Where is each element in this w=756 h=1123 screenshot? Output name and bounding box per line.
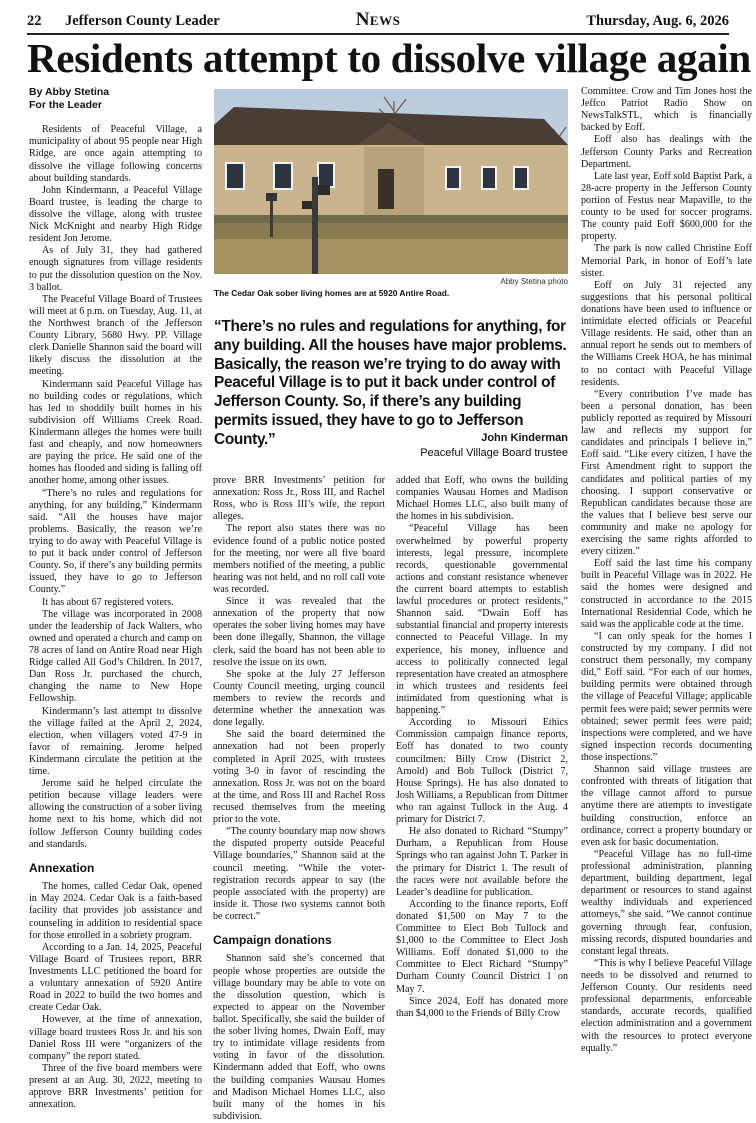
paragraph: Committee. Crow and Tim Jones host the Jeffco Patriot Radio Show on NewsTalkSTL, which is financially backed by Eoff.: [581, 86, 752, 134]
page-header: [27, 8, 729, 30]
article-photo: [214, 89, 568, 274]
paragraph: added that Eoff, who owns the building companies Wausau Homes and Madison Michael Homes LLC, also built many of the homes in his subdivision.: [396, 475, 568, 523]
paragraph: Eoff said the last time his company built in Peaceful Village was in 2022. He said the homes were designed and constructed in accordance to the 2015 International Residential Code, which he said was the applicable code at the time.: [581, 558, 752, 630]
paragraph: The village was incorporated in 2008 under the leadership of Jack Walters, who owned and operated a church and camp on 78 acres of land on Antire Road near High Ridge called All God’s Children. In 2017, Dan Ross Jr. purchased the church, changing the name to New Hope Fellowship.: [29, 608, 202, 705]
paragraph: Jerome said he helped circulate the petition because village leaders were allowing the construction of a sober living home next to his home, which did not follow Jefferson County building codes and standards.: [29, 778, 202, 850]
paragraph: “Peaceful Village has no full-time professional administration, planning department, building department, legal department or resources to stand against wealthy individuals and experienced attorneys,” she said. “We cannot continue governing through fear, confusion, missing records, disputed boundaries and constant legal threats.: [581, 848, 752, 957]
paragraph: “The county boundary map now shows the disputed property outside Peaceful Village boundaries,” Shannon said at the council meeting. “While the voter-registration records appear to say (the people associated with the property) are inside it. Those two systems cannot both be correct.”: [213, 826, 385, 922]
paragraph: Late last year, Eoff sold Baptist Park, a 28-acre property in the Jefferson County portion of Festus near Mapaville, to the county to be used for soccer programs. The county paid Eoff $600,000 for the property.: [581, 170, 752, 243]
byline: [29, 86, 202, 112]
page-number: 22: [27, 13, 42, 29]
publication-name: Jefferson County Leader: [65, 13, 220, 29]
article-column-2: [213, 475, 385, 1122]
byline-author: By Abby Stetina: [29, 86, 110, 98]
subhead-annexation: Annexation: [29, 860, 95, 875]
pull-quote: “There’s no rules and regulations for anything, for any building. All the houses have major problems. Basically, the reason we’re trying to do away with Peaceful Village is to put it back under control of Jefferson County. So, if there’s any building permits issued, they have to go to Jefferson County.”: [214, 318, 567, 448]
paragraph: She spoke at the July 27 Jefferson County Council meeting, urging council members to review the records and determine whether the annexation was done legally.: [213, 668, 385, 729]
paragraph: According to the finance reports, Eoff donated $1,500 on May 7 to the Committee to Elect Bob Tullock and $1,000 to the Committee to Elect Josh Williams. Eoff donated $1,000 to the Committee to Elect Richard “Stumpy” Durham County Council District 1 on May 7.: [396, 898, 568, 995]
pull-quote-title: Peaceful Village Board trustee: [420, 447, 568, 459]
byline-affiliation: For the Leader: [29, 99, 102, 112]
article-column-1: [29, 86, 202, 1111]
paragraph: Residents of Peaceful Village, a municipality of about 95 people near High Ridge, are once again attempting to dissolve the village following concerns about building standards.: [29, 124, 202, 184]
paragraph: prove BRR Investments’ petition for annexation: Ross Jr., Ross III, and Rachel Ross, who is Ross III’s wife, the report alleges.: [213, 475, 385, 523]
paragraph: Shannon said she’s concerned that people whose properties are outside the village boundary may be able to vote on the dissolution question, which is expected to appear on the November ballot. Specifically, she said the builder of the sober living homes, Dwain Eoff, may try to intimidate village residents from voting in favor of the dissolution. Kindermann added that Eoff, who owns the building companies Wausau Homes and Madison Michael Homes LLC, also built many of the homes in his subdivision.: [213, 953, 385, 1122]
paragraph: She said the board determined the annexation had not been properly completed in April 2025, with trustees voting 3-0 in favor of rescinding the annexation. Ross Jr. was not on the board at the time, and Ross III and Rachel Ross recused themselves from the meeting prior to the vote.: [213, 729, 385, 826]
section-name: News: [355, 9, 401, 30]
paragraph: The report also states there was no evidence found of a public notice posted for the meeting, nor were all five board members notified of the meeting, a public hearing was not held, and no roll call vote was recorded.: [213, 523, 385, 595]
paragraph: According to Missouri Ethics Commission campaign finance reports, Eoff has donated to two county councilmen: Billy Crow (District 2, Arnold) and Bob Tullock (District 7, House Springs). He has also donated to Josh Williams, a Republican from Dittmer who ran against Tullock in the Aug. 4 primary for District 7.: [396, 717, 568, 826]
paragraph: Eoff also has dealings with the Jefferson County Parks and Recreation Department.: [581, 134, 752, 170]
paragraph: John Kindermann, a Peaceful Village Board trustee, is leading the charge to dissolve the village, along with trustee Nick McKnight and nearby High Ridge resident Jon Jerome.: [29, 184, 202, 245]
paragraph: He also donated to Richard “Stumpy” Durham, a Republican from House Springs who ran against John T. Parker in the primary for District 1. The result of the races were not available before the Leader’s deadline for publication.: [396, 826, 568, 898]
paragraph: “Every contribution I’ve made has been a personal donation, has been publicly reported as required by Missouri law and reflects my support for candidates and principals I believe in,” Eoff said. “Like every citizen, I have the First Amendment right to support the candidates and political parties of my choosing. I support conservative or Republican candidates because those are the values that I believe best serve our community and make no apology for exercising the same rights afforded to every citizen.”: [581, 388, 752, 558]
paragraph: It has about 67 registered voters.: [42, 596, 174, 608]
photo-caption: The Cedar Oak sober living homes are at 5920 Antire Road.: [214, 288, 450, 298]
subhead-campaign-donations: Campaign donations: [213, 933, 332, 948]
headline: Residents attempt to dissolve village again: [27, 35, 751, 81]
paragraph: “This is why I believe Peaceful Village needs to be dissolved and returned to Jefferson County. Our residents need professional departments, enforceable standards, accurate records, qualified election administration and a government with the resources to protect everyone equally.”: [581, 957, 752, 1054]
pull-quote-name: John Kinderman: [481, 432, 568, 444]
paragraph: However, at the time of annexation, village board trustees Ross Jr. and his son Daniel Ross III were “organizers of the company” the report stated.: [29, 1014, 202, 1062]
paragraph: The Peaceful Village Board of Trustees will meet at 6 p.m. on Tuesday, Aug. 11, at the Northwest branch of the Jefferson County Library, 5680 Hwy. PP. Village clerk Danielle Shannon said the board will likely discuss the dissolution at the meeting.: [29, 293, 202, 378]
paragraph: According to a Jan. 14, 2025, Peaceful Village Board of Trustees report, BRR Investments LLC petitioned the board for a voluntary annexation of 5920 Antire Road in 2022 to build the two homes and create Cedar Oak.: [29, 941, 202, 1014]
paragraph: “There’s no rules and regulations for anything, for any building,” Kindermann said. “All the houses have major problems. Basically, the reason we’re trying to do away with Peaceful Village is to put it back under control of Jefferson County. So, if there’s any building permits issued, they have to go to Jefferson County.”: [29, 487, 202, 596]
paragraph: Kindermann said Peaceful Village has no building codes or regulations, which has led to shoddily built homes in his subdivision off Williams Creek Road. Kindermann alleges the homes were built fast and cheaply, and now homeowners are paying the price. He said one of the homes has flooded and siding is falling off another home, among other issues.: [29, 378, 202, 487]
issue-date: Thursday, Aug. 6, 2026: [586, 13, 729, 29]
sober-living-homes-photo: [214, 89, 568, 274]
paragraph: The park is now called Christine Eoff Memorial Park, in honor of Eoff’s late sister.: [581, 243, 752, 279]
paragraph: Since it was revealed that the annexation of the property that now operates the sober living homes may have been done illegally, Shannon, the village clerk, said the board has not been able to resolve the issue on its own.: [213, 596, 385, 668]
paragraph: Eoff on July 31 rejected any suggestions that his personal political donations have been used to influence or intimidate elected officials or Peaceful Village residents. He said, other than an annual report he sends out to members of the Williams Creek HOA, he has minimal to no contact with Peaceful Village residents.: [581, 279, 752, 388]
photo-credit: Abby Stetina photo: [500, 277, 568, 286]
paragraph: “Peaceful Village has been overwhelmed by powerful property interests, legal pressure, incomplete records, questionable governmental actions and constant resistance whenever the current board attempts to establish lawful procedures or protect residents,” Shannon said. “Dwain Eoff has substantial financial and property interests connected to Peaceful Village. In my experience, his money, influence and access to politically connected legal representation have created an atmosphere in which trustees and residents feel intimidated from questioning what is happening.”: [396, 523, 568, 717]
paragraph: Shannon said village trustees are confronted with threats of litigation that the village cannot afford to pursue anytime there are attempts to investigate building construction, enforce an ordinance, correct a property boundary or even ask for basic documentation.: [581, 764, 752, 848]
article-column-3: [396, 475, 568, 1019]
article-column-4: [581, 86, 752, 1054]
paragraph: “I can only speak for the homes I constructed by my company. I did not construct them personally, my company did,” Eoff said. “For each of our homes, building permits were obtained through the village of Peaceful Village; applicable permit fees were paid; sewer permits were obtained; sewer permit fees were paid; inspections were completed, and we have signed inspection records documenting those inspections.”: [581, 630, 752, 764]
paragraph: Kindermann’s last attempt to dissolve the village failed at the April 2, 2024, election, when villagers voted 47-9 in favor of remaining. Jerome helped Kindermann circulate the petition at the time.: [29, 705, 202, 778]
paragraph: As of July 31, they had gathered enough signatures from village residents to put the dissolution question on the Nov. 3 ballot.: [29, 245, 202, 293]
paragraph: The homes, called Cedar Oak, opened in May 2024. Cedar Oak is a faith-based facility that provides job assistance and counseling in addition to residential space for those enrolled in a sobriety program.: [29, 881, 202, 941]
paragraph: Three of the five board members were present at an Aug. 30, 2022, meeting to approve BRR Investments’ petition for annexation.: [29, 1062, 202, 1111]
paragraph: Since 2024, Eoff has donated more than $4,000 to the Friends of Billy Crow: [396, 995, 568, 1019]
